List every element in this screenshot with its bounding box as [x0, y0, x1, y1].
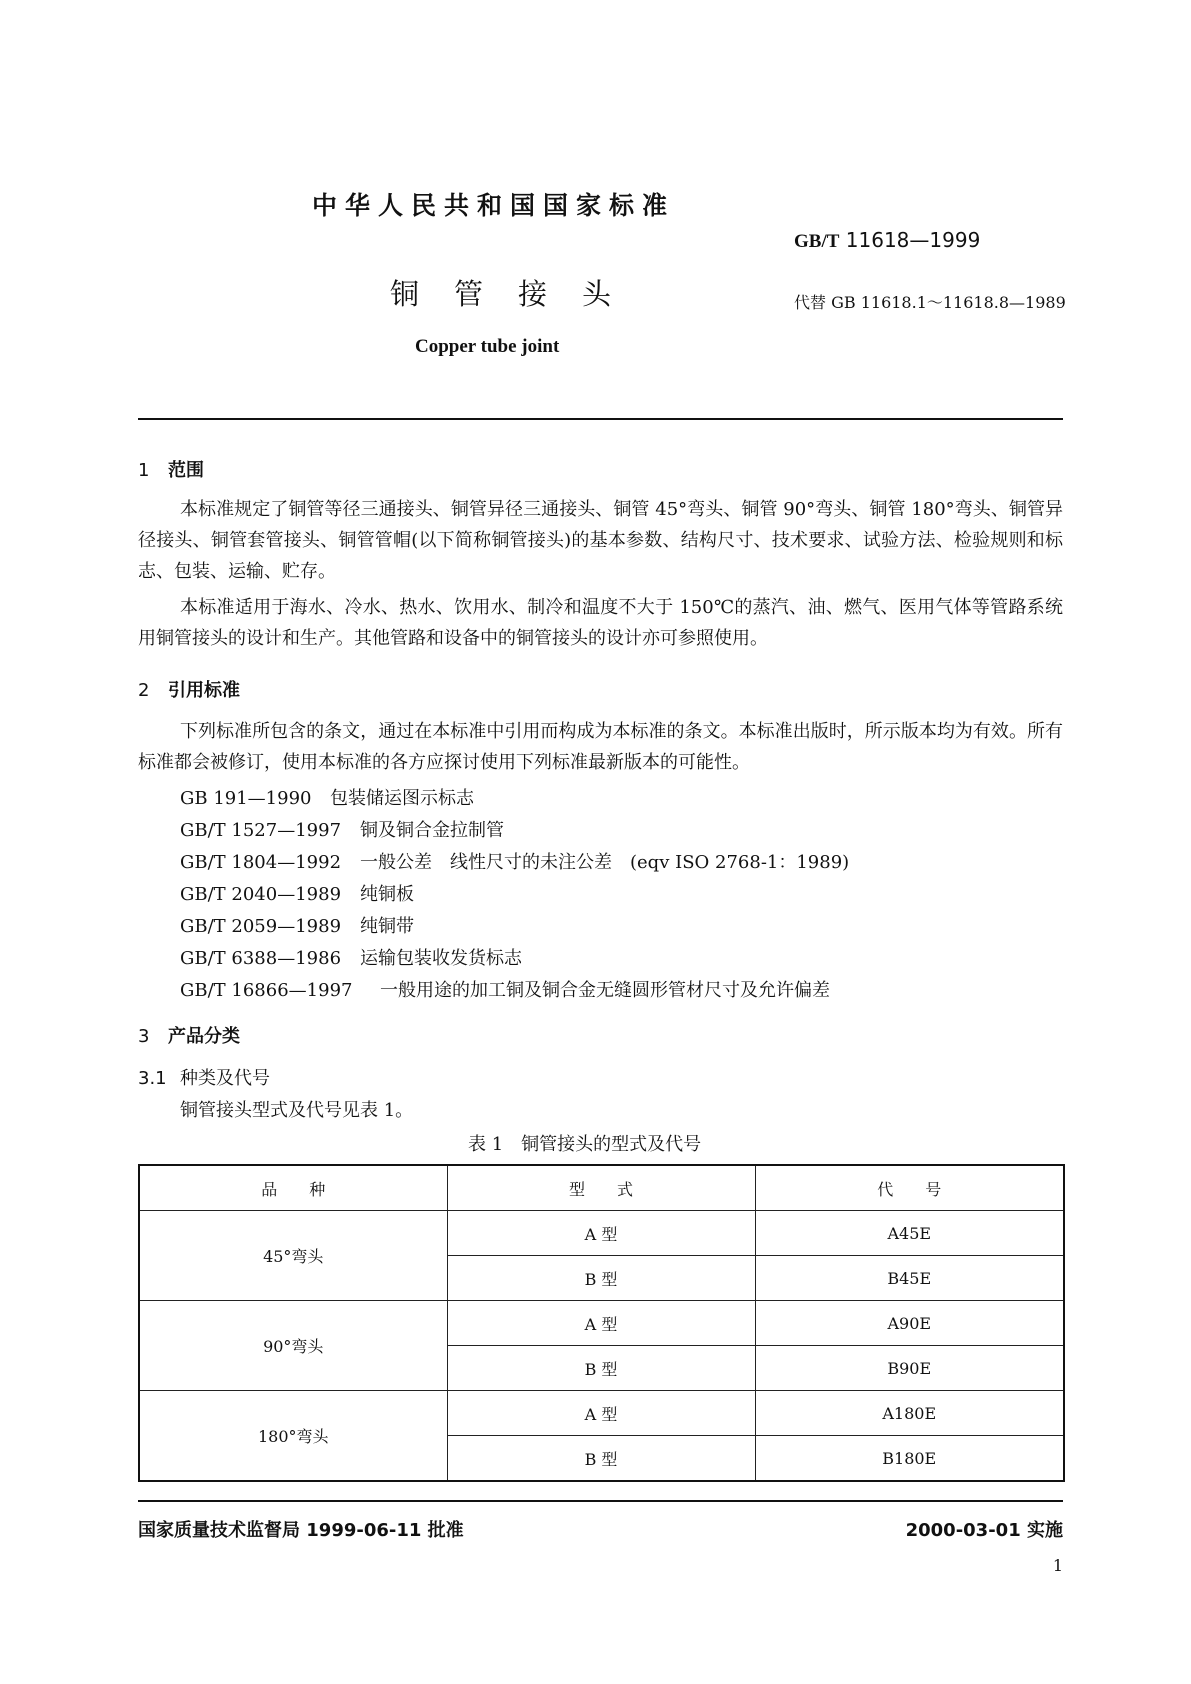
section-2-heading: [138, 676, 240, 702]
table-cell-type: B 型: [447, 1436, 755, 1482]
table-1: [138, 1164, 1065, 1482]
table-cell-type: A 型: [447, 1211, 755, 1256]
reference-item: [180, 784, 474, 810]
reference-item: [180, 880, 414, 906]
page-number: 1: [1052, 1556, 1063, 1575]
reference-code: GB/T 1804—1992: [180, 852, 342, 873]
standard-code-number: 11618—1999: [845, 228, 981, 252]
section-3-paragraph-1: 铜管接头型式及代号见表 1。: [180, 1100, 414, 1121]
table-cell-type: B 型: [447, 1346, 755, 1391]
section-3-title: 产品分类: [168, 1026, 240, 1047]
table-cell-code: B45E: [755, 1256, 1064, 1301]
document-title-cn: 铜管接头: [390, 277, 647, 311]
section-2-title: 引用标准: [168, 680, 240, 701]
reference-title: 包装储运图示标志: [330, 788, 474, 809]
section-1-number: 1: [138, 460, 150, 481]
document-title-en: Copper tube joint: [415, 336, 560, 357]
reference-item: [180, 976, 830, 1002]
table-cell-kind: 45°弯头: [139, 1211, 447, 1301]
table-row: [139, 1301, 1064, 1346]
table-header-kind: 品 种: [139, 1165, 447, 1211]
section-1-heading: [138, 456, 204, 482]
header-divider: [138, 418, 1063, 420]
table-cell-kind: 180°弯头: [139, 1391, 447, 1482]
table-header-row: [139, 1165, 1064, 1211]
reference-code: GB/T 6388—1986: [180, 948, 342, 969]
effective-date: 2000-03-01 实施: [905, 1520, 1063, 1541]
table-cell-type: B 型: [447, 1256, 755, 1301]
table-cell-type: A 型: [447, 1301, 755, 1346]
standard-code: [794, 228, 980, 253]
reference-item: [180, 912, 414, 938]
reference-code: GB/T 2059—1989: [180, 916, 342, 937]
table-cell-code: A180E: [755, 1391, 1064, 1436]
table-cell-type: A 型: [447, 1391, 755, 1436]
section-1-title: 范围: [168, 460, 204, 481]
footer-divider: [138, 1500, 1063, 1502]
table-header-code: 代 号: [755, 1165, 1064, 1211]
approval-note: 国家质量技术监督局 1999-06-11 批准: [138, 1520, 464, 1541]
reference-code: GB/T 1527—1997: [180, 820, 342, 841]
table-row: [139, 1391, 1064, 1436]
reference-title: 纯铜带: [360, 916, 414, 937]
reference-title: 纯铜板: [360, 884, 414, 905]
reference-item: [180, 944, 522, 970]
section-2-paragraph-1: 下列标准所包含的条文，通过在本标准中引用而构成为本标准的条文。本标准出版时，所示版本均为有效。所有标准都会被修订，使用本标准的各方应探讨使用下列标准最新版本的可能性。: [138, 721, 1063, 773]
national-standard-label: 中华人民共和国国家标准: [312, 191, 676, 220]
section-1-paragraph-2: 本标准适用于海水、冷水、热水、饮用水、制冷和温度不大于 150℃的蒸汽、油、燃气、医用气体等管路系统用铜管接头的设计和生产。其他管路和设备中的铜管接头的设计亦可参照使用。: [138, 597, 1063, 649]
reference-title: 一般公差 线性尺寸的未注公差 (eqv ISO 2768-1：1989): [360, 852, 850, 873]
table-header-type: 型 式: [447, 1165, 755, 1211]
section-3-number: 3: [138, 1026, 150, 1047]
reference-code: GB/T 16866—1997: [180, 980, 353, 1001]
replaces-note: 代替 GB 11618.1～11618.8—1989: [794, 293, 1066, 312]
reference-title: 运输包装收发货标志: [360, 948, 522, 969]
reference-code: GB 191—1990: [180, 788, 312, 809]
table-cell-code: A90E: [755, 1301, 1064, 1346]
reference-code: GB/T 2040—1989: [180, 884, 342, 905]
subsection-3-1-number: 3.1: [138, 1068, 167, 1089]
section-2-number: 2: [138, 680, 150, 701]
section-1-paragraph-1: 本标准规定了铜管等径三通接头、铜管异径三通接头、铜管 45°弯头、铜管 90°弯头、铜管 180°弯头、铜管异径接头、铜管套管接头、铜管管帽(以下简称铜管接头)的基本参数、结构尺寸、技术要求、试验方法、检验规则和标志、包装、运输、贮存。: [138, 499, 1063, 582]
reference-item: [180, 848, 849, 874]
table-cell-kind: 90°弯头: [139, 1301, 447, 1391]
table-1-caption: 表 1 铜管接头的型式及代号: [468, 1134, 702, 1155]
section-3-heading: [138, 1022, 240, 1048]
reference-title: 铜及铜合金拉制管: [360, 820, 504, 841]
standard-code-prefix: GB/T: [794, 231, 840, 252]
reference-title: 一般用途的加工铜及铜合金无缝圆形管材尺寸及允许偏差: [380, 980, 830, 1001]
subsection-3-1-heading: [138, 1064, 270, 1090]
subsection-3-1-title: 种类及代号: [180, 1068, 270, 1089]
table-cell-code: A45E: [755, 1211, 1064, 1256]
table-cell-code: B90E: [755, 1346, 1064, 1391]
table-row: [139, 1211, 1064, 1256]
reference-item: [180, 816, 504, 842]
table-cell-code: B180E: [755, 1436, 1064, 1482]
